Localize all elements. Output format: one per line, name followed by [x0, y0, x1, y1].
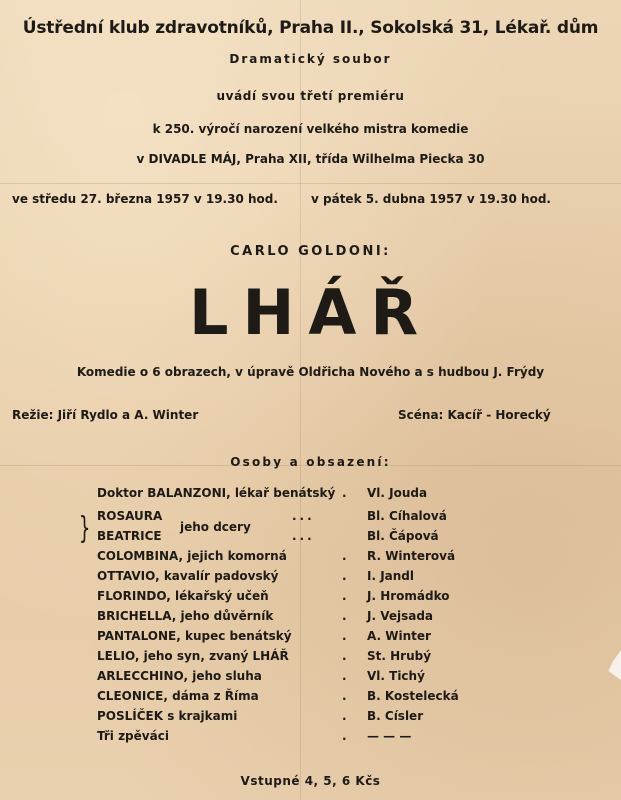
cast-role: LELIO, jeho syn, zvaný LHÁŘ: [97, 649, 289, 663]
play-description: Komedie o 6 obrazech, v úpravě Oldřicha Nového a s hudbou J. Frýdy: [76, 365, 545, 379]
cast-row: [97, 629, 431, 647]
cast-dots: .: [342, 669, 350, 683]
venue-line: v DIVADLE MÁJ, Praha XII, třída Wilhelma Piecka 30: [136, 152, 485, 166]
cast-dots: .: [342, 589, 350, 603]
cast-dots: ...: [292, 509, 315, 523]
cast-row: [97, 689, 459, 707]
cast-dots: .: [342, 729, 350, 743]
paper-tear: [607, 650, 621, 680]
cast-role: OTTAVIO, kavalír padovský: [97, 569, 279, 583]
presents-line: uvádí svou třetí premiéru: [216, 89, 405, 103]
admission-price: Vstupné 4, 5, 6 Kčs: [240, 774, 381, 788]
cast-row: [97, 549, 456, 567]
scenery-credit: Scéna: Kacíř - Horecký: [398, 408, 551, 422]
cast-actor: Bl. Cíhalová: [367, 509, 447, 523]
author-name: CARLO GOLDONI:: [230, 244, 391, 259]
cast-row: [97, 486, 427, 504]
paper-fold-line: [0, 183, 621, 184]
anniversary-line: k 250. výročí narození velkého mistra komedie: [152, 122, 469, 136]
date-second: v pátek 5. dubna 1957 v 19.30 hod.: [311, 192, 551, 206]
cast-dots: .: [342, 486, 350, 500]
cast-heading: Osoby a obsazení:: [230, 455, 391, 469]
cast-row: [97, 589, 450, 607]
cast-actor: A. Winter: [367, 629, 431, 643]
cast-dots: ...: [292, 529, 315, 543]
cast-actor: I. Jandl: [367, 569, 415, 583]
cast-row: [97, 529, 439, 547]
cast-role: BEATRICE: [97, 529, 162, 543]
cast-dots: .: [342, 689, 350, 703]
cast-row: [97, 729, 427, 747]
cast-role: Tři zpěváci: [97, 729, 169, 743]
cast-role: BRICHELLA, jeho důvěrník: [97, 609, 274, 623]
cast-row: [97, 669, 427, 687]
cast-dots: .: [342, 549, 350, 563]
cast-role: ROSAURA: [97, 509, 163, 523]
cast-actor: J. Hromádko: [367, 589, 450, 603]
cast-role: Doktor BALANZONI, lékař benátský: [97, 486, 336, 500]
cast-dots: .: [342, 709, 350, 723]
cast-row: [97, 649, 432, 667]
cast-dots: .: [342, 629, 350, 643]
daughters-label: jeho dcery: [180, 520, 251, 534]
cast-actor: Vl. Tichý: [367, 669, 425, 683]
daughters-brace: }: [78, 511, 91, 546]
ensemble-name: Dramatický soubor: [229, 52, 392, 66]
cast-row: [97, 609, 434, 627]
play-title: LHÁŘ: [188, 276, 433, 349]
cast-actor: R. Winterová: [367, 549, 456, 563]
cast-role: POSLÍČEK s krajkami: [97, 709, 238, 723]
cast-row: [97, 509, 447, 527]
cast-actor: Bl. Čápová: [367, 529, 439, 543]
cast-dots: .: [342, 609, 350, 623]
cast-actor: B. Kostelecká: [367, 689, 459, 703]
cast-actor: J. Vejsada: [367, 609, 434, 623]
direction-credit: Režie: Jiří Rydlo a A. Winter: [12, 408, 199, 422]
cast-role: CLEONICE, dáma z Říma: [97, 689, 259, 703]
cast-actor: St. Hrubý: [367, 649, 432, 663]
cast-dots: .: [342, 569, 350, 583]
cast-role: FLORINDO, lékařský učeň: [97, 589, 269, 603]
cast-role: PANTALONE, kupec benátský: [97, 629, 292, 643]
cast-actor: B. Císler: [367, 709, 424, 723]
cast-role: COLOMBINA, jejich komorná: [97, 549, 287, 563]
cast-actor: Vl. Jouda: [367, 486, 428, 500]
date-first: ve středu 27. března 1957 v 19.30 hod.: [12, 192, 278, 206]
cast-dots: .: [342, 649, 350, 663]
cast-row: [97, 569, 427, 587]
club-header: Ústřední klub zdravotníků, Praha II., Sokolská 31, Lékař. dům: [22, 18, 599, 38]
cast-row: [97, 709, 427, 727]
cast-actor: — — —: [367, 729, 412, 743]
cast-role: ARLECCHINO, jeho sluha: [97, 669, 262, 683]
